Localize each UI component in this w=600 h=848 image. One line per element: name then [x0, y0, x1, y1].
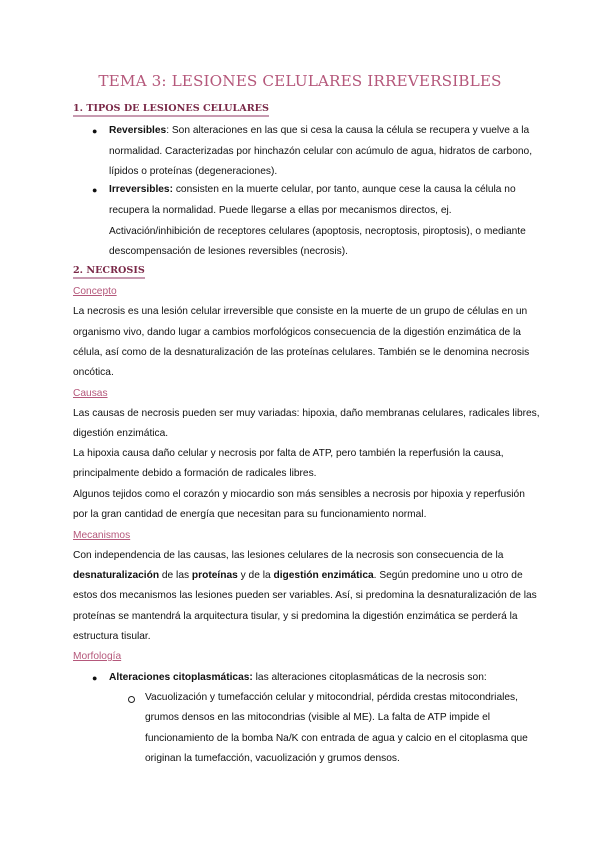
heading-underline [73, 277, 145, 279]
causas-line-3: La hipoxia causa daño celular y necrosis por falta de ATP, pero también la reperfusión la causa, [73, 448, 504, 459]
tipo-reversibles-line-1 [109, 125, 529, 137]
concepto-line-4: oncótica. [73, 367, 114, 378]
hollow-bullet-icon [128, 696, 135, 703]
section-heading-text: 2. NECROSIS [73, 265, 145, 276]
morfologia-sub-line-2: grumos densos en las mitocondrias (visible al ME). La falta de ATP impide el [145, 712, 491, 723]
section-heading-necrosis [73, 265, 145, 276]
mecanismos-line-2 [73, 570, 523, 582]
text-span: . Según predomine uno u otro de [373, 570, 523, 581]
term-desnaturalizacion: desnaturalización [73, 570, 160, 581]
text-span: consisten en la muerte celular, por tanto, aunque cese la causa la célula no [173, 184, 516, 195]
text-span: y de la [237, 570, 274, 581]
heading-underline [73, 115, 269, 117]
bullet-icon: ● [92, 673, 98, 683]
tipo-reversibles-line-3: lípidos o proteínas (degeneraciones). [109, 166, 278, 177]
morfologia-alteraciones-line [109, 672, 487, 684]
causas-line-2: digestión enzimática. [73, 428, 169, 439]
mecanismos-line-4: proteínas se mantendrá la arquitectura tisular, y si predomina la digestión enzimática se perderá la [73, 611, 518, 622]
morfologia-sub-line-4: originan la tumefacción, vacuolización y grumos densos. [145, 753, 400, 764]
tipo-irreversibles-line-1 [109, 184, 516, 196]
subheading-morfologia: Morfología [73, 651, 122, 662]
bullet-icon: ● [92, 126, 98, 136]
subheading-concepto: Concepto [73, 286, 117, 297]
mecanismos-line-3: estos dos mecanismos las lesiones pueden ser variables. Así, si predomina la desnaturalización de las [73, 590, 537, 601]
tipo-irreversibles-line-2: recupera la normalidad. Puede llegarse a ellas por mecanismos directos, ej. [109, 205, 452, 216]
subheading-causas: Causas [73, 388, 108, 399]
tipo-irreversibles-line-4: descompensación de lesiones reversibles (necrosis). [109, 246, 348, 257]
section-heading-text: 1. TIPOS DE LESIONES CELULARES [73, 103, 269, 114]
page-title: TEMA 3: LESIONES CELULARES IRREVERSIBLES [98, 72, 502, 90]
tipo-irreversibles-line-3: Activación/inhibición de receptores celulares (apoptosis, necroptosis, piroptosis), o mediante [109, 226, 526, 237]
term-irreversibles: Irreversibles: [109, 184, 173, 195]
term-digestion-enzimatica: digestión enzimática [273, 570, 374, 581]
text-span: las alteraciones citoplasmáticas de la necrosis son: [252, 672, 487, 683]
text-span: : Son alteraciones en las que si cesa la causa la célula se recupera y vuelve a la [166, 125, 530, 136]
concepto-line-3: célula, así como de la desnaturalización de las proteínas celulares. También se le denomina necrosis [73, 347, 530, 358]
term-proteinas: proteínas [191, 570, 238, 581]
morfologia-sub-line-3: funcionamiento de la bomba Na/K con entrada de agua y calcio en el citoplasma que [145, 733, 528, 744]
mecanismos-line-5: estructura tisular. [73, 631, 151, 642]
mecanismos-line-1: Con independencia de las causas, las lesiones celulares de la necrosis son consecuencia de la [73, 550, 504, 561]
tipo-reversibles-line-2: normalidad. Caracterizadas por hinchazón celular con acúmulo de agua, hidratos de carbono, [109, 146, 533, 157]
morfologia-sub-line-1: Vacuolización y tumefacción celular y mitocondrial, pérdida crestas mitocondriales, [145, 692, 518, 703]
text-span: de las [159, 570, 192, 581]
causas-line-5: Algunos tejidos como el corazón y miocardio son más sensibles a necrosis por hipoxia y reperfusión [73, 489, 525, 500]
causas-line-1: Las causas de necrosis pueden ser muy variadas: hipoxia, daño membranas celulares, radicales libres, [73, 408, 540, 419]
section-heading-tipos [73, 103, 269, 114]
causas-line-6: por la gran cantidad de energía que necesitan para su funcionamiento normal. [73, 509, 427, 520]
causas-line-4: principalmente debido a formación de radicales libres. [73, 468, 317, 479]
term-reversibles: Reversibles [109, 125, 167, 136]
concepto-line-1: La necrosis es una lesión celular irreversible que consiste en la muerte de un grupo de células en un [73, 306, 528, 317]
term-alteraciones-citoplasmaticas: Alteraciones citoplasmáticas: [109, 672, 253, 683]
subheading-mecanismos: Mecanismos [73, 530, 131, 541]
concepto-line-2: organismo vivo, dando lugar a cambios morfológicos consecuencia de la digestión enzimática de la [73, 327, 521, 338]
bullet-icon: ● [92, 185, 98, 195]
